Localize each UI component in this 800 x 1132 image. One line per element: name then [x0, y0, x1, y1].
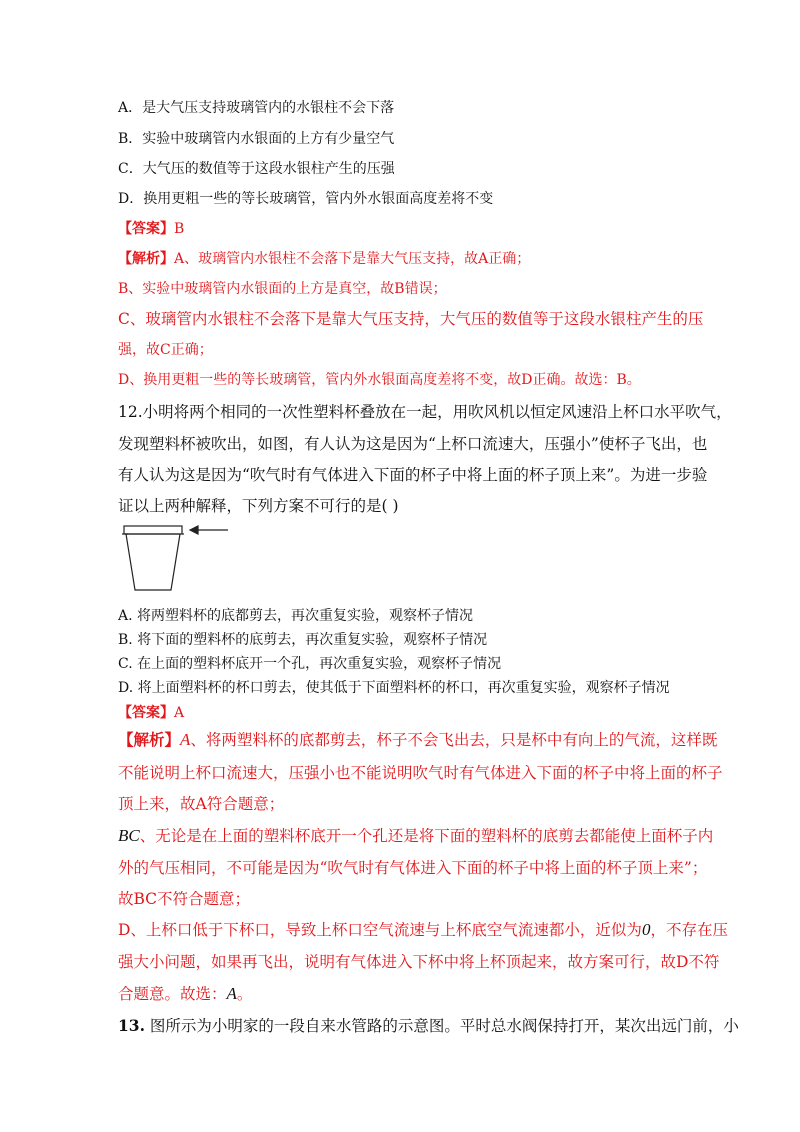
q11-option-a: A．是大气压支持玻璃管内的水银柱不会下落: [118, 100, 395, 116]
option-letter: A: [180, 730, 191, 749]
q11-analysis-line-2: B、实验中玻璃管内水银面的上方是真空，故B错误；: [118, 281, 447, 297]
q12-analysis-a-line-1: [118, 730, 717, 750]
q12-analysis-a-line-3: 顶上来，故A符合题意；: [118, 795, 285, 813]
q12-analysis-bc-line-1: [118, 826, 713, 846]
q12-stem-line-3: 有人认为这是因为“吹气时有气体进入下面的杯子中将上面的杯子顶上来”。为进一步验: [118, 466, 708, 484]
answer-tag: 【答案】: [118, 705, 174, 721]
zero-value: 0: [641, 920, 651, 939]
answer-tag: 【答案】: [118, 221, 174, 237]
analysis-text: 、无论是在上面的塑料杯底开一个孔还是将下面的塑料杯的底剪去都能使上面杯子内: [139, 827, 714, 845]
q12-analysis-bc-line-3: 故BC不符合题意；: [118, 890, 251, 908]
top-cup-rim: [124, 526, 182, 534]
q12-analysis-d-line-1: [118, 920, 728, 940]
q11-option-c: C．大气压的数值等于这段水银柱产生的压强: [118, 161, 395, 177]
q12-analysis-d-line-2: 强大小问题，如果再飞出，说明有气体进入下杯中将上杯顶起来，故方案可行，故D不符: [118, 953, 720, 971]
analysis-text-end: 。: [236, 985, 253, 1003]
arrow-head-icon: [190, 526, 198, 534]
option-letters: BC: [118, 826, 140, 845]
q12-stem-line-4: [118, 496, 399, 516]
question-number: 13.: [118, 1016, 145, 1035]
analysis-tag: 【解析】: [118, 730, 181, 749]
analysis-text: 合题意。故选：: [118, 985, 227, 1003]
q12-stem-line-2: 发现塑料杯被吹出，如图，有人认为这是因为“上杯口流速大，压强小”使杯子飞出，也: [118, 435, 708, 453]
q11-option-d: D．换用更粗一些的等长玻璃管，管内外水银面高度差将不变: [118, 191, 494, 207]
q12-answer: [118, 703, 184, 723]
q11-analysis-line-4: 强，故C正确；: [118, 342, 213, 358]
analysis-text: A、玻璃管内水银柱不会落下是靠大气压支持，故A正确；: [174, 251, 531, 267]
analysis-text: D、上杯口低于下杯口，导致上杯口空气流速与上杯底空气流速都小，近似为: [118, 921, 642, 939]
answer-value: A: [174, 705, 185, 721]
option-letter: A: [226, 984, 237, 1003]
q12-option-c: C. 在上面的塑料杯底开一个孔，再次重复实验，观察杯子情况: [118, 656, 502, 672]
q12-option-a: A. 将两塑料杯的底都剪去，再次重复实验，观察杯子情况: [118, 608, 474, 624]
cup-body: [126, 534, 180, 590]
analysis-text-end: ，不存在压: [650, 921, 728, 939]
q11-analysis-line-5: D、换用更粗一些的等长玻璃管，管内外水银面高度差将不变，故D正确。故选：B。: [118, 372, 641, 388]
analysis-text: 、将两塑料杯的底都剪去，杯子不会飞出去，只是杯中有向上的气流，这样既: [190, 731, 718, 749]
q12-stem-line-1: 12.小明将两个相同的一次性塑料杯叠放在一起，用吹风机以恒定风速沿上杯口水平吹气，: [118, 403, 732, 421]
q11-analysis-line-3: C、玻璃管内水银柱不会落下是靠大气压支持，大气压的数值等于这段水银柱产生的压: [118, 310, 704, 328]
q12-analysis-a-line-2: 不能说明上杯口流速大，压强小也不能说明吹气时有气体进入下面的杯子中将上面的杯子: [118, 764, 723, 782]
answer-blank: ( ): [381, 497, 399, 515]
q12-option-d: D. 将上面塑料杯的杯口剪去，使其低于下面塑料杯的杯口，再次重复实验，观察杯子情况: [118, 680, 670, 696]
stem-text: 证以上两种解释，下列方案不可行的是: [118, 497, 382, 515]
q11-analysis-line-1: [118, 249, 530, 269]
answer-value: B: [174, 221, 185, 237]
q11-answer: [118, 219, 184, 239]
stacked-cups-figure: [118, 520, 238, 596]
q12-analysis-bc-line-2: 外的气压相同，不可能是因为“吹气时有气体进入下面的杯子中将上面的杯子顶上来”；: [118, 859, 708, 877]
analysis-tag: 【解析】: [118, 251, 174, 267]
q12-option-b: B. 将下面的塑料杯的底剪去，再次重复实验，观察杯子情况: [118, 632, 488, 648]
q11-option-b: B．实验中玻璃管内水银面的上方有少量空气: [118, 131, 395, 147]
q13-stem-line-1: [118, 1016, 739, 1036]
q12-analysis-d-line-3: [118, 984, 252, 1004]
stem-text: 图所示为小明家的一段自来水管路的示意图。平时总水阀保持打开，某次出远门前，小: [144, 1017, 739, 1035]
